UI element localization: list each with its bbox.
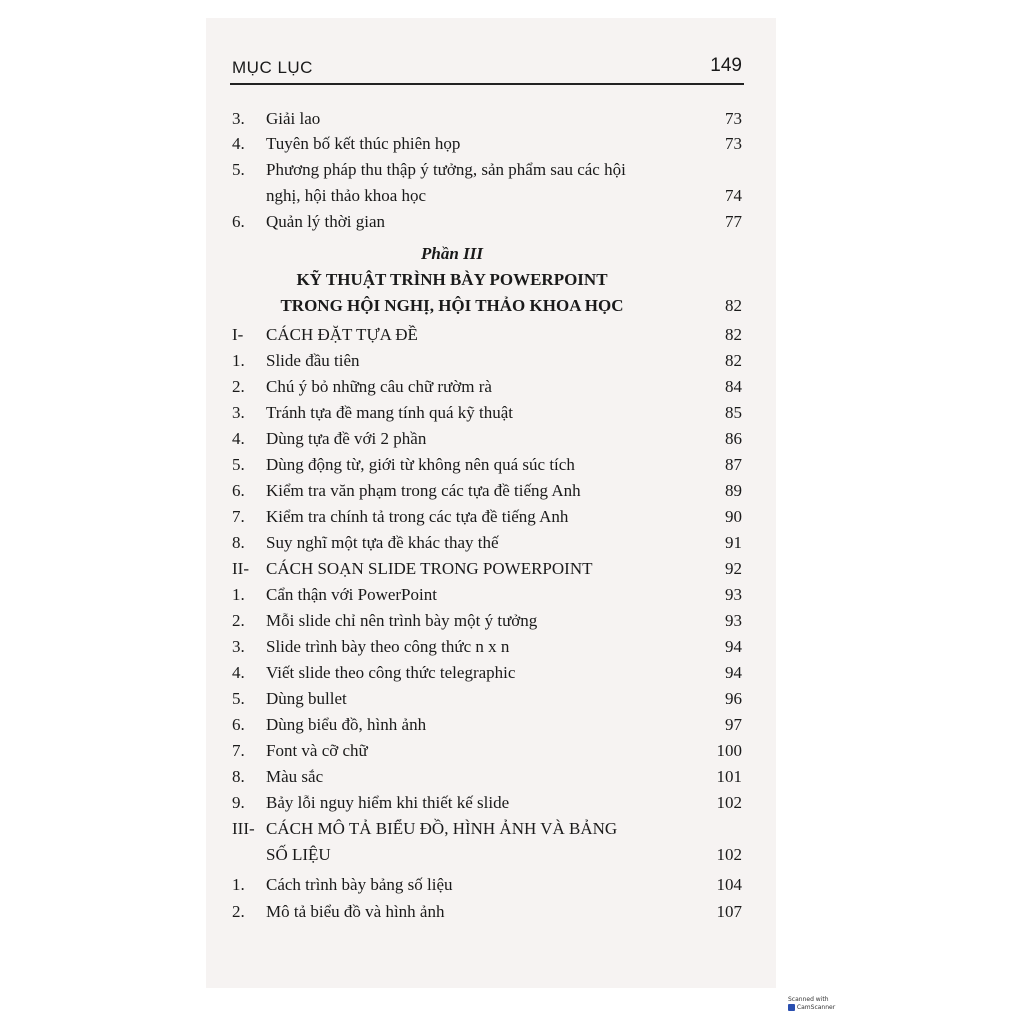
toc-entry	[232, 556, 742, 582]
toc-entry-title: Font và cỡ chữ	[266, 741, 368, 760]
toc-entry-title: Suy nghĩ một tựa đề khác thay thế	[266, 533, 499, 552]
toc-entry-number: 9.	[232, 793, 245, 812]
toc-entry-title: Slide trình bày theo công thức n x n	[266, 637, 510, 656]
toc-entry-title: Dùng động từ, giới từ không nên quá súc tích	[266, 455, 575, 474]
toc-entry	[232, 686, 742, 712]
header-rule	[230, 83, 744, 85]
toc-entry-number: 4.	[232, 429, 245, 448]
toc-entry	[232, 712, 742, 738]
toc-entry-title: CÁCH ĐẶT TỰA ĐỀ	[266, 325, 418, 344]
toc-entry-number: 6.	[232, 481, 245, 500]
toc-entry-title: Chú ý bỏ những câu chữ rườm rà	[266, 377, 492, 396]
toc-entry-number: II-	[232, 559, 249, 578]
toc-entry-number: 5.	[232, 689, 245, 708]
toc-entry	[232, 816, 742, 842]
toc-entry-page: 101	[716, 767, 742, 786]
part-title-line-2: TRONG HỘI NGHỊ, HỘI THẢO KHOA HỌC	[280, 296, 624, 315]
toc-entry	[232, 608, 742, 634]
toc-entry-number: 6.	[232, 715, 245, 734]
toc-entry-page: 85	[725, 403, 742, 422]
toc-entry	[232, 738, 742, 764]
toc-entry-page: 96	[725, 689, 742, 708]
toc-entry-page: 90	[725, 507, 742, 526]
toc-entry	[232, 790, 742, 816]
toc-entry	[232, 660, 742, 686]
toc-entry-number: 3.	[232, 637, 245, 656]
scanner-watermark-line-2: CamScanner	[796, 1004, 836, 1011]
toc-entry-title: Dùng tựa đề với 2 phần	[266, 429, 427, 448]
toc-entry	[232, 106, 742, 132]
toc-entry-page: 92	[725, 559, 742, 578]
toc-entry-number: 7.	[232, 507, 245, 526]
toc-entry-page: 84	[725, 377, 742, 396]
toc-entry-title: Tránh tựa đề mang tính quá kỹ thuật	[266, 403, 514, 422]
toc-entry-page: 73	[725, 134, 742, 153]
toc-entry-number: 7.	[232, 741, 245, 760]
toc-entry-page: 102	[716, 793, 742, 812]
toc-entry-continued	[232, 842, 742, 868]
scanner-watermark	[788, 996, 844, 1016]
toc-entry-title: Viết slide theo công thức telegraphic	[266, 663, 516, 682]
toc-entry-page: 87	[725, 455, 742, 474]
toc-entry-title: Quản lý thời gian	[266, 212, 385, 231]
toc-entry-title: Kiểm tra văn phạm trong các tựa đề tiếng Anh	[266, 481, 581, 500]
toc-entry-page: 102	[716, 845, 742, 864]
toc-entry	[232, 504, 742, 530]
toc-entry-number: I-	[232, 325, 244, 344]
toc-entry-page: 77	[725, 212, 742, 231]
toc-entry-title: Slide đầu tiên	[266, 351, 360, 370]
toc-entry-page: 107	[716, 902, 742, 921]
camscanner-logo-icon	[788, 1004, 795, 1011]
toc-entry-number: III-	[232, 819, 255, 838]
toc-entry-number: 8.	[232, 533, 245, 552]
part-page-number: 82	[725, 296, 742, 315]
toc-entry-title: Mô tả biểu đồ và hình ảnh	[266, 902, 445, 921]
toc-entry-title: Cẩn thận với PowerPoint	[266, 585, 437, 604]
toc-entry-page: 97	[725, 715, 742, 734]
toc-entry	[232, 322, 742, 348]
toc-entry-page: 74	[725, 186, 742, 205]
toc-entry	[232, 530, 742, 556]
toc-entry-page: 104	[716, 875, 742, 894]
toc-entry-title: CÁCH MÔ TẢ BIỂU ĐỒ, HÌNH ẢNH VÀ BẢNG	[266, 819, 618, 838]
part-title-line-1: KỸ THUẬT TRÌNH BÀY POWERPOINT	[296, 270, 608, 289]
toc-entry-page: 93	[725, 611, 742, 630]
toc-entry-title: CÁCH SOẠN SLIDE TRONG POWERPOINT	[266, 559, 593, 578]
toc-entry-title: Tuyên bố kết thúc phiên họp	[266, 134, 461, 153]
toc-entry	[232, 872, 742, 898]
toc-entry	[232, 582, 742, 608]
toc-entry-title: Bảy lỗi nguy hiểm khi thiết kế slide	[266, 793, 510, 812]
toc-entry	[232, 634, 742, 660]
toc-entry-number: 4.	[232, 663, 245, 682]
running-header-title: MỤC LỤC	[232, 58, 313, 77]
toc-entry-title: Mỗi slide chỉ nên trình bày một ý tưởng	[266, 611, 538, 630]
toc-entry-page: 86	[725, 429, 742, 448]
toc-entry-number: 1.	[232, 351, 245, 370]
toc-entry-number: 6.	[232, 212, 245, 231]
toc-entry-title: Cách trình bày bảng số liệu	[266, 875, 453, 894]
toc-entry-title: nghị, hội thảo khoa học	[266, 186, 427, 205]
toc-entry-number: 5.	[232, 455, 245, 474]
toc-entry-page: 89	[725, 481, 742, 500]
toc-entry-page: 93	[725, 585, 742, 604]
toc-entry-number: 1.	[232, 875, 245, 894]
toc-entry-number: 3.	[232, 109, 245, 128]
page-number: 149	[710, 55, 742, 76]
toc-entry-title: Dùng bullet	[266, 689, 347, 708]
toc-entry-title: Màu sắc	[266, 767, 324, 786]
toc-entry-title: Phương pháp thu thập ý tưởng, sản phẩm sau các hội	[266, 160, 626, 179]
toc-entry-page: 91	[725, 533, 742, 552]
toc-entry-page: 100	[716, 741, 742, 760]
toc-entry	[232, 348, 742, 374]
toc-entry-number: 2.	[232, 902, 245, 921]
toc-entry	[232, 452, 742, 478]
toc-entry	[232, 400, 742, 426]
toc-entry	[232, 374, 742, 400]
toc-entry-page: 94	[725, 637, 742, 656]
part-label: Phần III	[421, 244, 483, 263]
toc-entry-page: 73	[725, 109, 742, 128]
toc-entry-continued	[232, 183, 742, 209]
scanner-watermark-line-1: Scanned with	[788, 996, 829, 1003]
toc-entry-title: SỐ LIỆU	[266, 845, 331, 864]
toc-entry-title: Dùng biểu đồ, hình ảnh	[266, 715, 427, 734]
toc-entry	[232, 157, 742, 183]
toc-entry-number: 3.	[232, 403, 245, 422]
toc-entry	[232, 426, 742, 452]
toc-entry-page: 94	[725, 663, 742, 682]
toc-entry	[232, 209, 742, 235]
toc-entry-title: Giải lao	[266, 109, 321, 128]
toc-entry	[232, 899, 742, 925]
toc-entry-number: 2.	[232, 377, 245, 396]
toc-entry-page: 82	[725, 325, 742, 344]
toc-entry	[232, 478, 742, 504]
toc-entry-number: 4.	[232, 134, 245, 153]
toc-entry-title: Kiểm tra chính tả trong các tựa đề tiếng Anh	[266, 507, 569, 526]
toc-entry-number: 8.	[232, 767, 245, 786]
toc-entry-number: 2.	[232, 611, 245, 630]
toc-entry	[232, 764, 742, 790]
toc-entry	[232, 131, 742, 157]
toc-entry-number: 5.	[232, 160, 245, 179]
toc-entry-page: 82	[725, 351, 742, 370]
toc-entry-number: 1.	[232, 585, 245, 604]
